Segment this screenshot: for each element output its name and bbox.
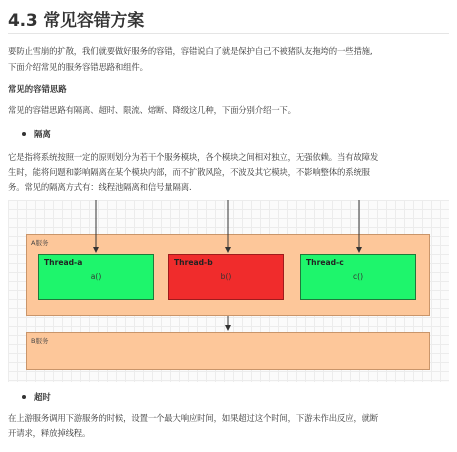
isolation-text-line-1: 它是指将系统按照一定的原则划分为若干个服务模块，各个模块之间相对独立，无强依赖。当有故障发 bbox=[8, 152, 379, 162]
service-a-label: A服务 bbox=[31, 239, 49, 247]
thread-a-call: a() bbox=[90, 272, 102, 281]
common-ideas-heading: 常见的容错思路 bbox=[8, 84, 67, 94]
isolation-text-line-3: 务。常见的隔离方式有：线程池隔离和信号量隔离. bbox=[8, 182, 192, 192]
thread-pool-isolation-diagram bbox=[8, 200, 449, 382]
thread-b-name: Thread-b bbox=[174, 258, 213, 267]
isolation-heading: 隔离 bbox=[34, 129, 51, 139]
common-ideas-text: 常见的容错思路有隔离、超时、限流、熔断、降级这几种，下面分别介绍一下。 bbox=[8, 105, 296, 115]
timeout-text-line-1: 在上游服务调用下游服务的时候，设置一个最大响应时间，如果超过这个时间，下游未作出反应，就断 bbox=[8, 413, 379, 423]
intro-paragraph-line-1: 要防止雪崩的扩散，我们就要做好服务的容错，容错说白了就是保护自己不被猪队友拖垮的一些措施, bbox=[8, 46, 373, 56]
timeout-heading: 超时 bbox=[34, 392, 51, 402]
thread-a-name: Thread-a bbox=[44, 258, 83, 267]
thread-b-call: b() bbox=[220, 272, 232, 281]
title-divider bbox=[8, 33, 449, 34]
service-b-label: B服务 bbox=[31, 337, 49, 345]
section-title: 4.3 常见容错方案 bbox=[8, 11, 145, 31]
thread-c-name: Thread-c bbox=[306, 258, 344, 267]
timeout-bullet bbox=[22, 391, 51, 403]
timeout-text-line-2: 开请求，释放掉线程。 bbox=[8, 428, 91, 438]
thread-c-call: c() bbox=[352, 272, 364, 281]
intro-paragraph-line-2: 下面介绍常见的服务容错思路和组件。 bbox=[8, 62, 148, 72]
diagram-arrows bbox=[8, 200, 449, 382]
isolation-text-line-2: 生时，能将问题和影响隔离在某个模块内部，而不扩散风险，不波及其它模块，不影响整体的系统服 bbox=[8, 167, 370, 177]
bullet-dot-icon bbox=[22, 132, 26, 136]
isolation-bullet bbox=[22, 128, 51, 140]
bullet-dot-icon bbox=[22, 395, 26, 399]
